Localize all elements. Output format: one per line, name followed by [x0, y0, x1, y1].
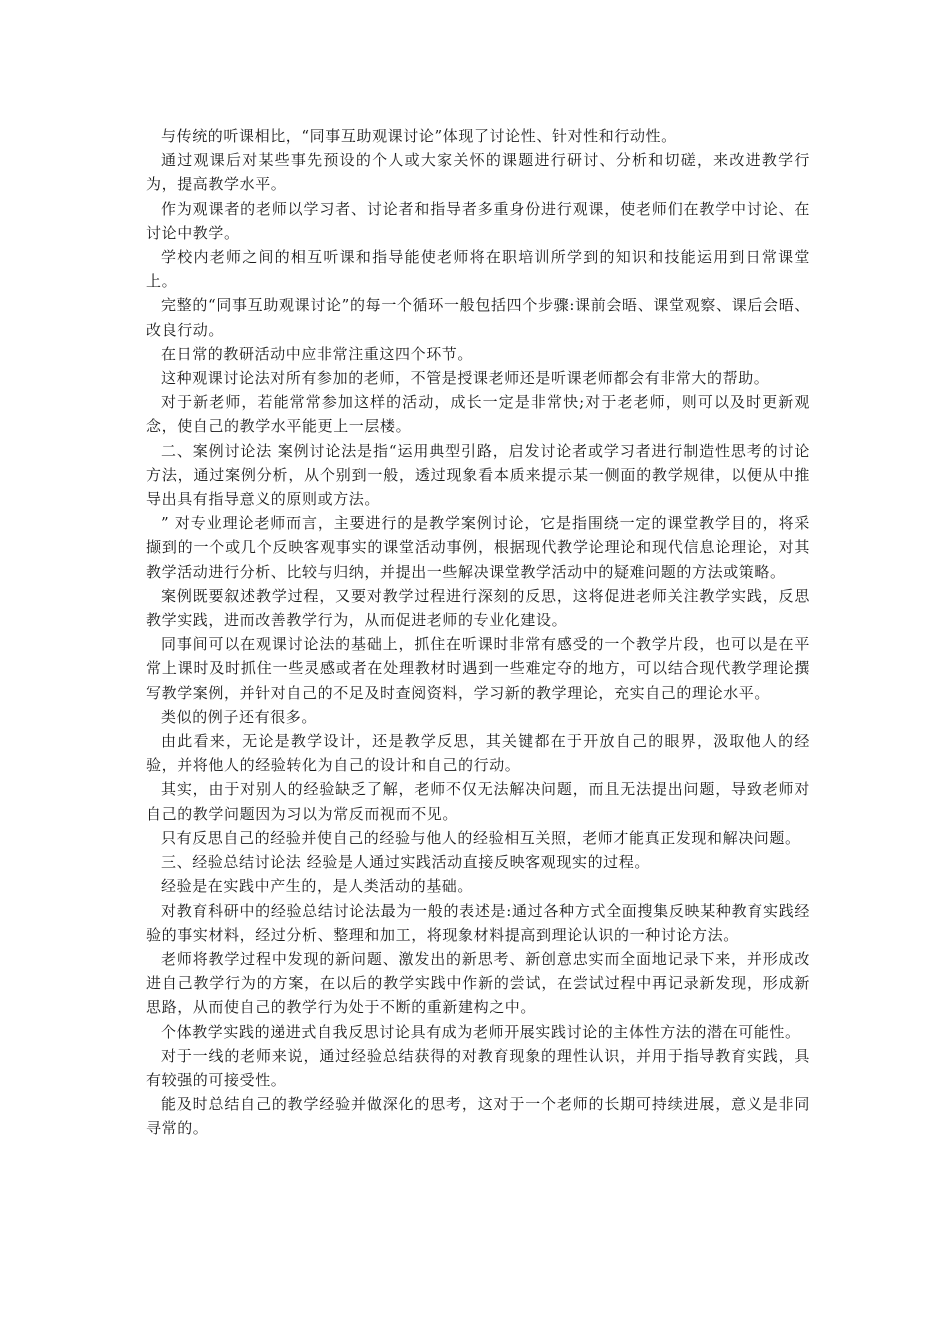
- paragraph: 只有反思自己的经验并使自己的经验与他人的经验相互关照，老师才能真正发现和解决问题。: [161, 828, 801, 847]
- document-body: [146, 124, 810, 1141]
- paragraph: 对于一线的老师来说，通过经验总结获得的对教育现象的理性认识，并用于指导教育实践，具有较强的可接受性。: [146, 1046, 810, 1089]
- paragraph: 由此看来，无论是教学设计，还是教学反思，其关键都在于开放自己的眼界，汲取他人的经验，并将他人的经验转化为自己的设计和自己的行动。: [146, 732, 810, 775]
- paragraph: 经验是在实践中产生的，是人类活动的基础。: [161, 877, 474, 896]
- paragraph: 能及时总结自己的教学经验并做深化的思考，这对于一个老师的长期可持续进展，意义是非同寻常的。: [146, 1095, 810, 1138]
- paragraph: 学校内老师之间的相互听课和指导能使老师将在职培训所学到的知识和技能运用到日常课堂上。: [146, 248, 810, 291]
- paragraph: 完整的“同事互助观课讨论”的每一个循环一般包括四个步骤:课前会晤、课堂观察、课后会晤、改良行动。: [146, 296, 810, 339]
- paragraph: ” 对专业理论老师而言，主要进行的是教学案例讨论，它是指围绕一定的课堂教学目的，将采撷到的一个或几个反映客观事实的课堂活动事例，根据现代教学论理论和现代信息论理论，对其教学活动进行分析、比较与归纳，并提出一些解决课堂教学活动中的疑难问题的方法或策略。: [146, 514, 810, 581]
- paragraph: 与传统的听课相比，“同事互助观课讨论”体现了讨论性、针对性和行动性。: [161, 127, 677, 145]
- paragraph: 对于新老师，若能常常参加这样的活动，成长一定是非常快;对于老老师，则可以及时更新观念，使自己的教学水平能更上一层楼。: [146, 393, 810, 436]
- paragraph: 案例既要叙述教学过程，又要对教学过程进行深刻的反思，这将促进老师关注教学实践，反思教学实践，进而改善教学行为，从而促进老师的专业化建设。: [146, 586, 810, 630]
- paragraph: 其实，由于对别人的经验缺乏了解，老师不仅无法解决问题，而且无法提出问题，导致老师对自己的教学问题因为习以为常反而视而不见。: [146, 780, 810, 823]
- paragraph: 类似的例子还有很多。: [161, 707, 318, 726]
- paragraph: 作为观课者的老师以学习者、讨论者和指导者多重身份进行观课，使老师们在教学中讨论、在讨论中教学。: [146, 199, 810, 242]
- paragraph: 对教育科研中的经验总结讨论法最为一般的表述是:通过各种方式全面搜集反映某种教育实践经验的事实材料，经过分析、整理和加工，将现象材料提高到理论认识的一种讨论方法。: [146, 901, 810, 944]
- section-heading-paragraph: 二、案例讨论法 案例讨论法是指“运用典型引路，启发讨论者或学习者进行制造性思考的讨论方法，通过案例分析，从个别到一般，透过现象看本质来提示某一侧面的教学规律，以便从中推导出具有指导意义的原则或方法。: [146, 441, 810, 509]
- paragraph: 在日常的教研活动中应非常注重这四个环节。: [161, 344, 474, 363]
- paragraph: 这种观课讨论法对所有参加的老师，不管是授课老师还是听课老师都会有非常大的帮助。: [161, 369, 770, 388]
- section-heading-paragraph: 三、经验总结讨论法 经验是人通过实践活动直接反映客观现实的过程。: [161, 853, 650, 872]
- paragraph: 老师将教学过程中发现的新问题、激发出的新思考、新创意忠实而全面地记录下来，并形成改进自己教学行为的方案，在以后的教学实践中作新的尝试，在尝试过程中再记录新发现，形成新思路，从而使自己的教学行为处于不断的重新建构之中。: [146, 949, 810, 1017]
- paragraph: 通过观课后对某些事先预设的个人或大家关怀的课题进行研讨、分析和切磋，来改进教学行为，提高教学水平。: [146, 151, 810, 194]
- paragraph: 个体教学实践的递进式自我反思讨论具有成为老师开展实践讨论的主体性方法的潜在可能性。: [161, 1022, 801, 1041]
- paragraph: 同事间可以在观课讨论法的基础上，抓住在听课时非常有感受的一个教学片段，也可以是在平常上课时及时抓住一些灵感或者在处理教材时遇到一些难定夺的地方，可以结合现代教学理论撰写教学案例，并针对自己的不足及时查阅资料，学习新的教学理论，充实自己的理论水平。: [146, 635, 810, 702]
